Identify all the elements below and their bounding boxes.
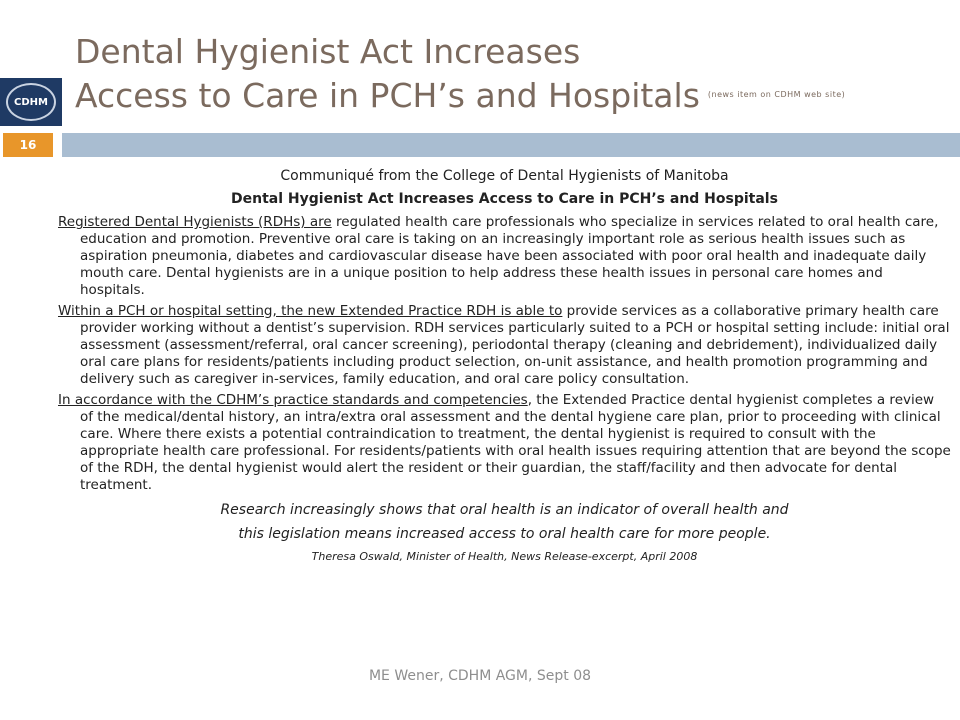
title-note: (news item on CDHM web site) xyxy=(707,90,846,99)
communique-heading: Dental Hygienist Act Increases Access to Care in PCH’s and Hospitals xyxy=(231,191,778,207)
paragraph-lead: In accordance with the CDHM’s practice standards and competencies xyxy=(58,392,528,408)
paragraph xyxy=(58,303,951,388)
slide-content xyxy=(58,168,951,565)
paragraph xyxy=(58,392,951,494)
slide-number: 16 xyxy=(19,138,37,152)
slide-number-badge xyxy=(3,133,53,157)
title-line-1: Dental Hygienist Act Increases xyxy=(75,32,581,71)
quote-line-1: Research increasingly shows that oral health is an indicator of overall health and xyxy=(220,502,789,518)
logo-text: CDHM xyxy=(14,96,48,108)
slide-title xyxy=(75,30,945,117)
header-bar xyxy=(62,133,960,157)
title-line-2 xyxy=(75,73,945,117)
paragraph xyxy=(58,214,951,299)
paragraph-body: provide services as a collaborative primary health care provider working without a dentist’s supervision. RDH services particularly suited to a PCH or hospital setting include: initial oral assessment (assessment/referral, oral cancer screening), periodontal therapy (cleaning and debridement), individualized daily oral care plans for residents/patients including product selection, on-unit assistance, and health promotion programming and delivery such as caregiver in-services, family education, and oral care policy consultation. xyxy=(80,303,950,387)
quote-credit: Theresa Oswald, Minister of Health, News Release-excerpt, April 2008 xyxy=(311,550,698,563)
paragraph-body: regulated health care professionals who specialize in services related to oral health care, education and promotion. Preventive oral care is taking on an increasingly important role as serious health issues such as aspiration pneumonia, diabetes and cardiovascular disease have been associated with poor oral health and inadequate daily mouth care. Dental hygienists are in a unique position to help address these health issues in personal care homes and hospitals. xyxy=(80,214,939,298)
footer: ME Wener, CDHM AGM, Sept 08 xyxy=(368,668,592,684)
logo-mark xyxy=(6,83,56,121)
quote-line-2: this legislation means increased access to oral health care for more people. xyxy=(238,526,771,542)
quote xyxy=(58,498,951,546)
cdhm-logo xyxy=(0,78,62,126)
title-line-2-text: Access to Care in PCH’s and Hospitals xyxy=(75,76,700,115)
paragraph-lead: Registered Dental Hygienists (RDHs) are xyxy=(58,214,332,230)
paragraph-body: , the Extended Practice dental hygienist completes a review of the medical/dental history, an intra/extra oral assessment and the dental hygiene care plan, prior to proceeding with clinical care. Where there exists a potential contraindication to treatment, the dental hygienist is required to consult with the appropriate health care professional. For residents/patients with oral health issues requiring attention that are beyond the scope of the RDH, the dental hygienist would alert the resident or their guardian, the staff/facility and then advocate for dental treatment. xyxy=(80,392,951,493)
paragraph-lead: Within a PCH or hospital setting, the new Extended Practice RDH is able to xyxy=(58,303,563,319)
communique-subtitle: Communiqué from the College of Dental Hygienists of Manitoba xyxy=(280,168,729,184)
